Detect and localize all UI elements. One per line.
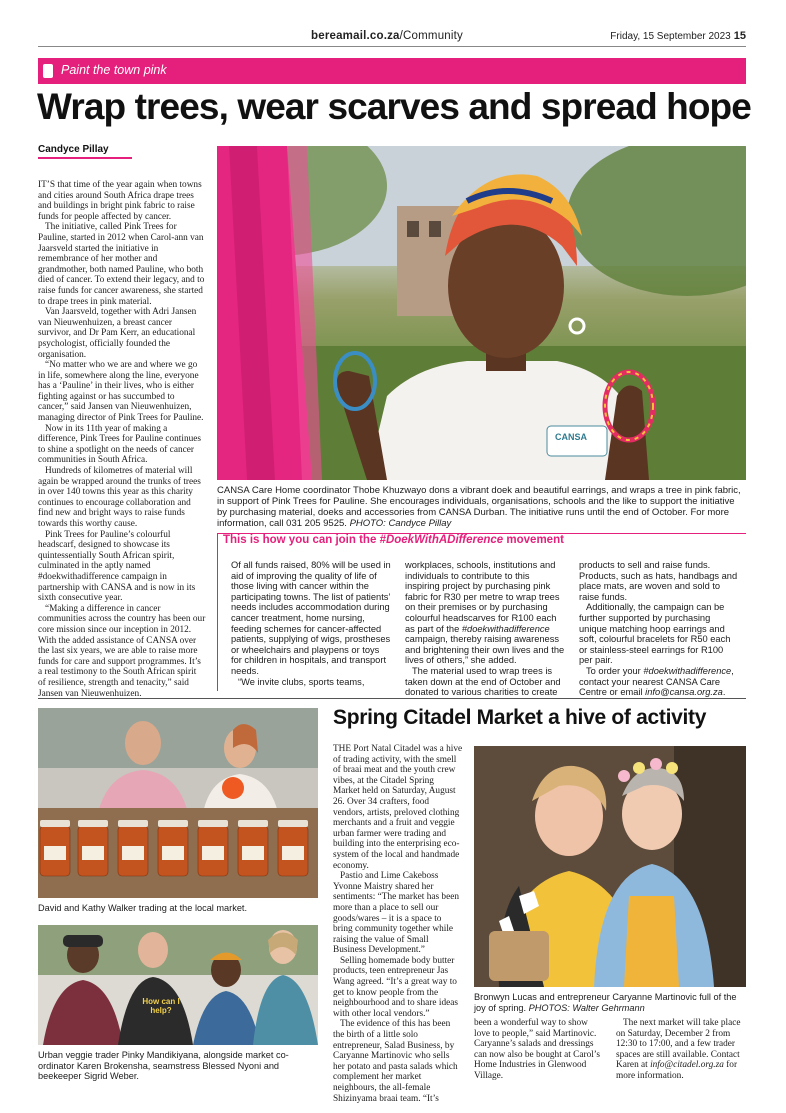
main-headline: Wrap trees, wear scarves and spread hope [37, 86, 751, 127]
sidebar-paragraph: “We invite clubs, sports teams, [238, 676, 365, 687]
article-paragraph: IT’S that time of the year again when towns and cities around South Africa drape trees and buildings in bright pink fabric to raise funds for people affected by cancer. [38, 180, 202, 222]
article-paragraph: Now in its 11th year of making a difference, Pink Trees for Pauline continues to shine a spotlight on the needs of cancer communities in South Africa. [38, 423, 202, 466]
hero-photo [217, 146, 746, 480]
market-column-3 [616, 1018, 746, 1082]
market-paragraph: been a wonderful way to show love to people,” said Martinovic. Caryanne’s salads and dressings can now also be bought at Carol’s Home Industries in Glenwood Village. [474, 1018, 600, 1081]
article-paragraph: The initiative, called Pink Trees for Pauline, started in 2012 when Carol-ann van Jaarsveld started the initiative in remembrance of her mother and grandmother, both named Pauline, who both died of cancer. To extend their legacy, and to raise funds for cancer awareness, she started to drape trees in pink material. [38, 222, 205, 307]
photo-credit: PHOTOS: Walter Gehrmann [528, 1002, 645, 1013]
market-paragraph: The next market will take place on Saturday, December 2 from 12:30 to 17:00, and a few trader spaces are still available. Contact Karen at info@citadel.org.za for more information. [616, 1018, 741, 1081]
market-paragraph: THE Port Natal Citadel was a hive of trading activity, with the smell of braai meat and the youth crew vibes, at the Citadel Spring Market held on Saturday, August 26. Over 34 crafters, food vendors, artists, preloved clothing merchants and a fruit and veggie urban farmer were trading and building into the enterprising eco-system of the local and handmade economy. [333, 744, 463, 871]
sidebar-column-1 [231, 560, 391, 687]
hero-photo-caption: CANSA Care Home coordinator Thobe Khuzwayo dons a vibrant doek and beautiful earrings, and wraps a tree in pink fabric, in support of Pink Trees for Pauline. She encourages individuals, organisations, schools and the like to support the initiative by purchasing material, doeks and accessories from CANSA Durban. The initiative runs until the end of October. For more information, call 031 205 9525. PHOTO: Candyce Pillay [217, 485, 741, 529]
market-column-1 [333, 744, 463, 1104]
market-photo-group [38, 925, 318, 1045]
walkers-caption: David and Kathy Walker trading at the local market. [38, 903, 248, 913]
kicker-label: Paint the town pink [61, 63, 167, 77]
group-photo-illustration [38, 925, 318, 1045]
section-divider [38, 698, 746, 699]
sidebar-paragraph: The material used to wrap trees is taken down at the end of October and donated to various charities to create [405, 665, 561, 698]
hero-photo-illustration [217, 146, 746, 480]
market-column-2 [474, 1018, 602, 1082]
cansa-shirt-logo: CANSA [555, 432, 588, 442]
email-link[interactable]: info@citadel.org.za [650, 1060, 724, 1071]
masthead-rule [38, 46, 746, 47]
article-paragraph: “Making a difference in cancer communities across the country has been our core mission since our inception in 2012. With the added assistance of CANSA over the last six years, we are able to raise more funds for care and support programmes. It’s a real testimony to the South African spirit of resilience, strength and tenacity,” said Jansen van Nieuwenhuizen. [38, 603, 206, 699]
market-paragraph: The evidence of this has been the birth of a little solo entrepreneur, Salad Business, by Caryanne Martinovic who sells her potato and pasta salads which complement her market neighbours, the all-female Shizinyama braai team. “It’s [333, 1019, 458, 1104]
byline: Candyce Pillay [38, 144, 109, 155]
market-paragraph: Pastio and Lime Cakeboss Yvonne Maistry shared her sentiments: “The market has been more than a place to sell our goods/wares – it is a space to bring community together while raising the value of Small Business Development.” [333, 871, 459, 956]
volunteer-shirt-text: How can I help? [142, 997, 180, 1015]
masthead [38, 30, 746, 46]
sidebar-column-3 [579, 560, 739, 698]
market-photo-walkers [38, 708, 318, 898]
market-paragraph: Selling homemade body butter products, teen entrepreneur Jas Wang agreed. “It’s a great way to get to know people from the neighbourhood and to share ideas with other local vendors.” [333, 955, 458, 1019]
walkers-photo-illustration [38, 708, 318, 898]
article-paragraph: Van Jaarsveld, together with Adri Jansen van Nieuwenhuizen, a breast cancer survivor, and Dr Pam Kerr, an educational psychologist, officially founded the organisation. [38, 307, 197, 360]
vendors-photo-illustration [474, 746, 746, 987]
article-paragraph: Pink Trees for Pauline’s colourful headscarf, designed to showcase its quintessentially South African spirit, culminated in the aptly named #doekwithadifference campaign in partnership with CANSA and is now in its sixth consecutive year. [38, 529, 196, 604]
kicker-tab-icon [43, 64, 53, 78]
page-number: 15 [733, 30, 746, 42]
site-name[interactable]: bereamail.co.za/Community [311, 30, 464, 42]
sidebar-title: This is how you can join the #DoekWithADifference movement [220, 534, 568, 546]
article-paragraph: Hundreds of kilometres of material will again be wrapped around the trunks of trees in over 140 towns this year as this charity continues to encourage collaboration and find new and bright ways to raise funds towards this worthy cause. [38, 466, 201, 529]
market-headline: Spring Citadel Market a hive of activity [333, 706, 707, 729]
sidebar-paragraph: workplaces, schools, institutions and individuals to contribute to this inspiring project by purchasing pink fabric for R30 per metre to wrap trees on their premises or by purchasing colourful headscarves for R100 each as part of the #doekwithadifference campaign, thereby raising awareness and brightening their own lives and the lives of others,” she added. [405, 560, 565, 666]
sidebar-paragraph: Of all funds raised, 80% will be used in aid of improving the quality of life of those living with cancer within the participating towns. The list of patients’ needs includes accommodation during cancer treatment, home nursing, feeding schemes for cancer-affected patients, supplying of wigs, prostheses or wheelchairs and playpens or toys for children in hospitals, and transport needs. [231, 560, 391, 676]
group-caption: Urban veggie trader Pinky Mandikiyana, alongside market co-ordinator Karen Brokensha, seamstress Blessed Nyoni and beekeeper Sigrid Weber. [38, 1050, 289, 1082]
article-column [38, 180, 206, 699]
photo-credit: PHOTO: Candyce Pillay [349, 518, 452, 529]
market-photo-vendors [474, 746, 746, 987]
sidebar-paragraph: Additionally, the campaign can be further supported by purchasing unique matching hoop earrings and soft, colourful bracelets for R50 each or stainless-steel earrings for R100 per pair. [579, 602, 731, 666]
section-kicker [38, 58, 746, 84]
sidebar-paragraph: products to sell and raise funds. Products, such as hats, handbags and place mats, are woven and sold to raise funds. [579, 560, 738, 602]
article-paragraph: “No matter who we are and where we go in life, somewhere along the line, everyone has a ‘Pauline’ in their lives, who is either fighting against or has succumbed to cancer,” said Jansen van Nieuwenhuizen, managing director of Pink Trees for Pauline. [38, 360, 204, 424]
sidebar-column-2 [405, 560, 565, 698]
vendors-caption: Bronwyn Lucas and entrepreneur Caryanne Martinovic full of the joy of spring. PHOTOS: Walter Gehrmann [474, 992, 737, 1013]
issue-date: Friday, 15 September 2023 15 [610, 30, 746, 42]
sidebar-paragraph: To order your #doekwithadifference, contact your nearest CANSA Care Centre or email info@cansa.org.za. [579, 665, 734, 698]
byline-rule [38, 157, 132, 159]
email-link[interactable]: info@cansa.org.za [645, 687, 723, 698]
